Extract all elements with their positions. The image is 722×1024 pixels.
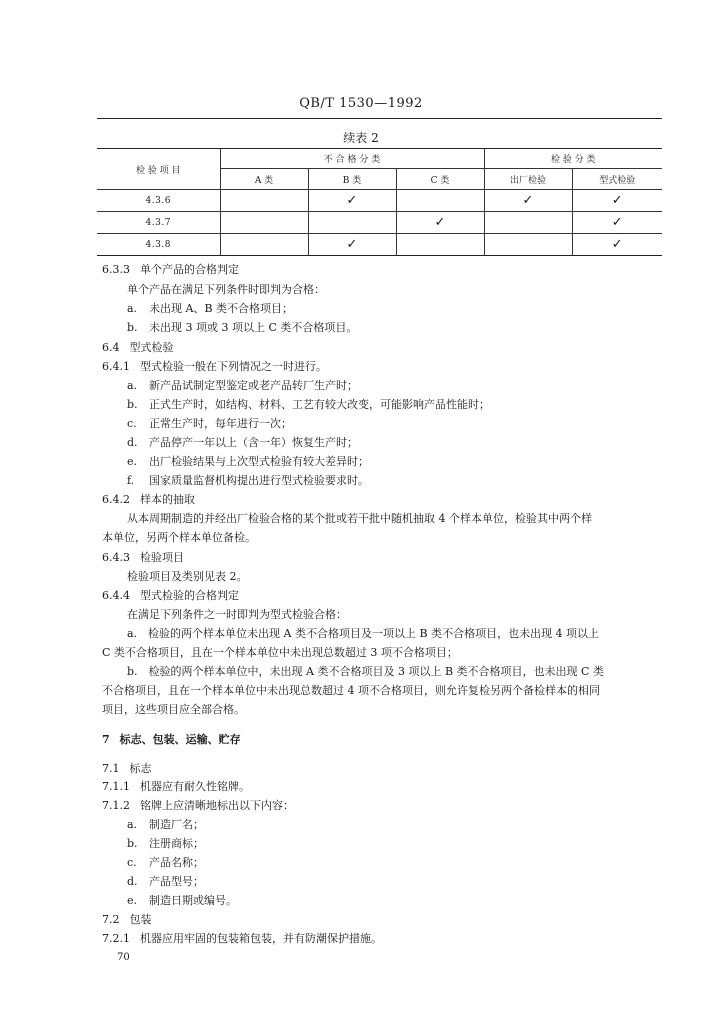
check-mark: ✓ [346,193,358,208]
check-mark: ✓ [522,193,534,208]
cell-factory [484,234,572,256]
cell-c [396,212,484,234]
list-item: d. 产品型号； [127,875,204,888]
cell-factory [484,212,572,234]
section-7-1-1: 7.1.1 机器应有耐久性铭牌。 [102,780,250,793]
paragraph: 从本周期制造的并经出厂检验合格的某个批或若干批中随机抽取 4 个样本单位，检验其中两个样 [127,512,592,525]
list-item: d. 产品停产一年以上（含一年）恢复生产时； [127,436,358,449]
check-mark: ✓ [611,237,623,252]
paragraph: b. 检验的两个样本单位中，未出现 A 类不合格项目及 3 项以上 B 类不合格项目，也未出现 C 类 [127,665,604,678]
cell-type [572,212,662,234]
col-header-type: 型式检验 [572,169,662,190]
inspection-table [97,148,662,256]
col-header-a: A 类 [220,169,308,190]
section-6-4-2-heading: 6.4.2 样本的抽取 [102,493,195,506]
section-6-3-3-heading [102,263,239,277]
check-mark: ✓ [611,215,623,230]
section-7-1-2: 7.1.2 铭牌上应清晰地标出以下内容： [102,799,294,812]
list-item: b. 注册商标； [127,837,204,850]
table-row [97,212,662,234]
group-header-inspection: 检 验 分 类 [484,149,662,169]
list-item: e. 出厂检验结果与上次型式检验有较大差异时； [127,455,369,468]
paragraph: 不合格项目，且在一个样本单位中未出现总数超过 4 项不合格项目，则允许复检另两个备检样本的相同 [102,684,600,697]
list-item: b. 未出现 3 项或 3 项以上 C 类不合格项目。 [127,321,358,334]
list-item: a. 新产品试制定型鉴定或老产品转厂生产时； [127,379,358,392]
cell-c [396,234,484,256]
header-rule [97,118,662,119]
group-header-nonconform: 不 合 格 分 类 [220,149,484,169]
check-mark: ✓ [346,237,358,252]
col-header-item: 检 验 项 目 [97,149,220,190]
check-mark: ✓ [434,215,446,230]
cell-factory [484,190,572,212]
cell-c [396,190,484,212]
col-header-factory: 出厂检验 [484,169,572,190]
section-7-1-heading: 7.1 标志 [102,762,152,775]
standard-code: QB/T 1530—1992 [299,96,423,111]
cell-a [220,190,308,212]
paragraph: a. 检验的两个样本单位未出现 A 类不合格项目及一项以上 B 类不合格项目，也未出现 4 项以上 [127,627,600,640]
list-item: c. 正常生产时，每年进行一次； [127,417,292,430]
list-item: b. 正式生产时，如结构、材料、工艺有较大改变，可能影响产品性能时； [127,398,490,411]
row-item: 4.3.6 [97,190,220,212]
section-6-4-4-heading: 6.4.4 型式检验的合格判定 [102,589,239,602]
list-item: a. 未出现 A、B 类不合格项目； [127,302,294,315]
section-6-4-3-heading: 6.4.3 检验项目 [102,551,184,564]
paragraph: 本单位，另两个样本单位备检。 [102,531,256,544]
row-item: 4.3.7 [97,212,220,234]
table-row [97,234,662,256]
section-title: 单个产品的合格判定 [140,263,239,276]
list-item: e. 制造日期或编号。 [127,894,237,907]
paragraph: 项目，这些项目应全部合格。 [102,703,245,716]
list-item: a. 制造厂名； [127,818,204,831]
section-7-2-heading: 7.2 包装 [102,913,152,926]
list-item: c. 产品名称； [127,856,204,869]
cell-a [220,212,308,234]
paragraph: 检验项目及类别见表 2。 [127,570,248,583]
cell-type [572,234,662,256]
section-number: 6.3.3 [102,263,130,276]
cell-type [572,190,662,212]
cell-b [308,212,396,234]
paragraph: 单个产品在满足下列条件时即判为合格： [127,283,325,296]
col-header-b: B 类 [308,169,396,190]
paragraph: C 类不合格项目，且在一个样本单位中未出现总数超过 3 项不合格项目； [102,646,458,659]
list-item: f. 国家质量监督机构提出进行型式检验要求时。 [127,474,369,487]
cell-a [220,234,308,256]
table-row [97,190,662,212]
section-6-4-heading: 6.4 型式检验 [102,341,174,354]
cell-b [308,190,396,212]
col-header-c: C 类 [396,169,484,190]
section-7-2-1: 7.2.1 机器应用牢固的包装箱包装，并有防潮保护措施。 [102,932,382,945]
cell-b [308,234,396,256]
page-number: 70 [117,952,130,963]
check-mark: ✓ [611,193,623,208]
chapter-7-heading: 7 标志、包装、运输、贮存 [102,733,241,746]
paragraph: 在满足下列条件之一时即判为型式检验合格： [127,608,347,621]
section-6-4-1-heading: 6.4.1 型式检验一般在下列情况之一时进行。 [102,360,327,373]
row-item: 4.3.8 [97,234,220,256]
table-caption: 续表 2 [343,131,379,145]
